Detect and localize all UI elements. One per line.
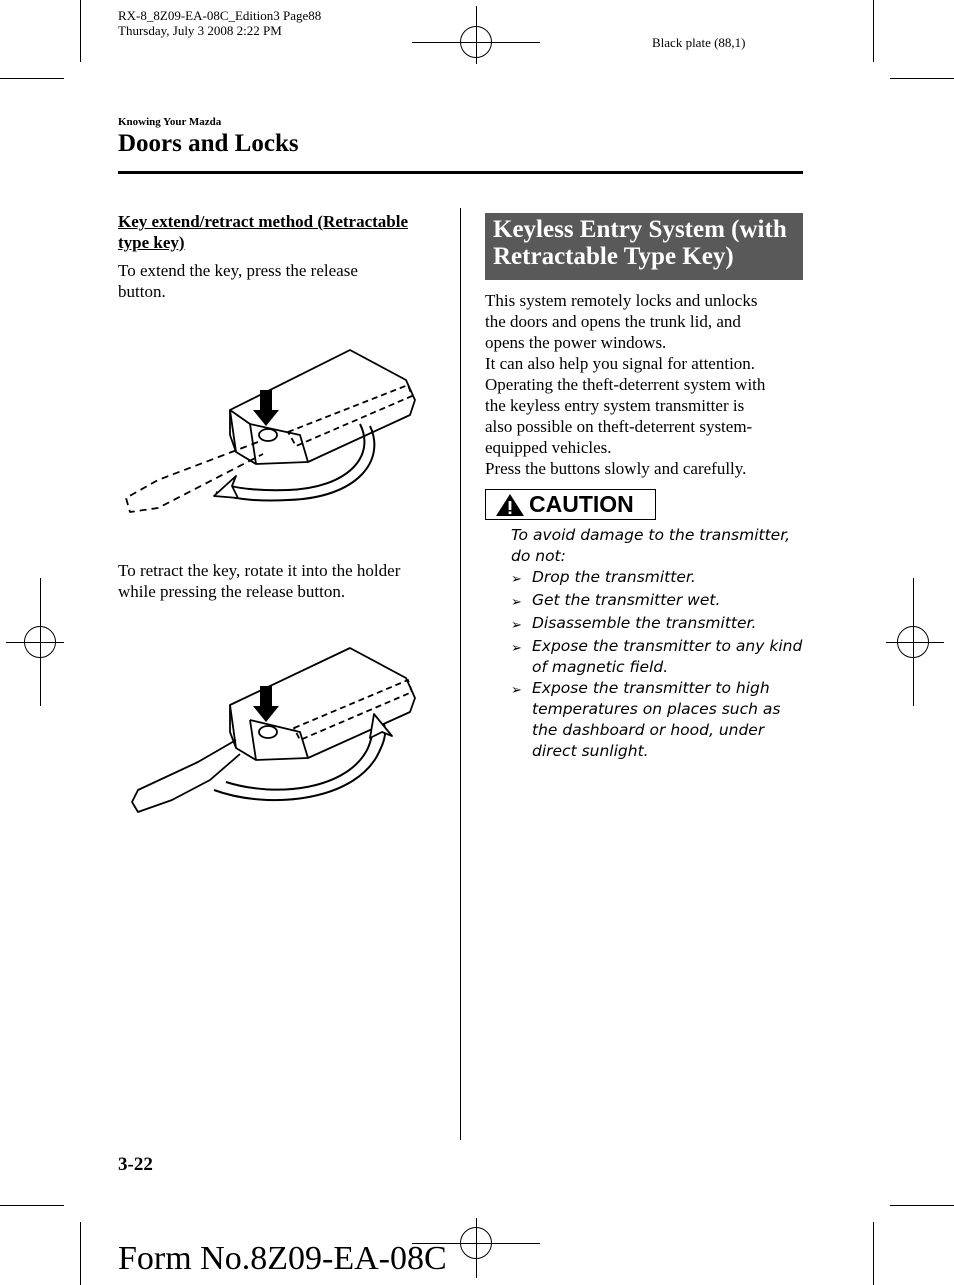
description-line: also possible on theft-deterrent system- [485,417,753,436]
header-rule [118,171,803,174]
plate-label: Black plate (88,1) [652,35,746,50]
crop-mark [80,0,81,62]
caution-intro: do not: [511,547,566,565]
caution-box [485,489,656,520]
file-line: RX-8_8Z09-EA-08C_Edition3 Page88 [118,8,322,23]
caution-item: ➢ Get the transmitter wet. [511,590,803,613]
crop-mark [0,78,64,79]
key-retract-illustration [118,640,428,825]
description-line: opens the power windows. [485,333,667,352]
arrow-bullet-icon: ➢ [511,572,522,587]
arrow-bullet-icon: ➢ [511,595,522,610]
arrow-bullet-icon: ➢ [511,683,522,698]
caution-item: ➢ Expose the transmitter to high temperatures on places such as the dashboard or hood, under direct sunlight. [511,679,781,760]
description-line: the keyless entry system transmitter is [485,396,745,415]
form-number: Form No.8Z09-EA-08C [118,1240,447,1277]
page-title: Doors and Locks [118,130,299,157]
warning-triangle-icon [495,493,525,517]
key-extend-illustration [118,340,428,525]
description-line: Press the buttons slowly and carefully. [485,459,747,478]
description-line: It can also help you signal for attention. [485,354,756,373]
column-divider [460,208,461,1140]
crop-mark [890,78,954,79]
section-label: Knowing Your Mazda [118,116,222,128]
caution-item: ➢ Disassemble the transmitter. [511,613,803,636]
keyless-entry-heading: Keyless Entry System (with Retractable Type Key) [485,213,803,280]
crop-mark [873,1222,874,1285]
caution-intro: To avoid damage to the transmitter, [511,526,791,544]
retract-instruction: To retract the key, rotate it into the holder while pressing the release button. [118,561,401,601]
description-line: This system remotely locks and unlocks [485,291,758,310]
caution-label: CAUTION [529,491,634,517]
description-line: Operating the theft-deterrent system with [485,375,766,394]
crop-mark [873,0,874,62]
caution-item: ➢ Drop the transmitter. [511,567,803,590]
key-method-subheading: Key extend/retract method (Retractable type key) [118,212,408,252]
description-line: equipped vehicles. [485,438,612,457]
keyless-entry-description [485,290,803,479]
caution-item: ➢ Expose the transmitter to any kind of magnetic field. [511,637,803,676]
crop-mark [0,1205,64,1206]
crop-mark [890,1205,954,1206]
page-number: 3-22 [118,1154,153,1175]
description-line: the doors and opens the trunk lid, and [485,312,741,331]
crop-mark [80,1222,81,1285]
arrow-bullet-icon: ➢ [511,618,522,633]
print-meta [118,8,321,38]
date-line: Thursday, July 3 2008 2:22 PM [118,23,282,38]
extend-instruction: To extend the key, press the release button. [118,261,358,301]
caution-content [511,525,803,762]
arrow-bullet-icon: ➢ [511,641,522,656]
